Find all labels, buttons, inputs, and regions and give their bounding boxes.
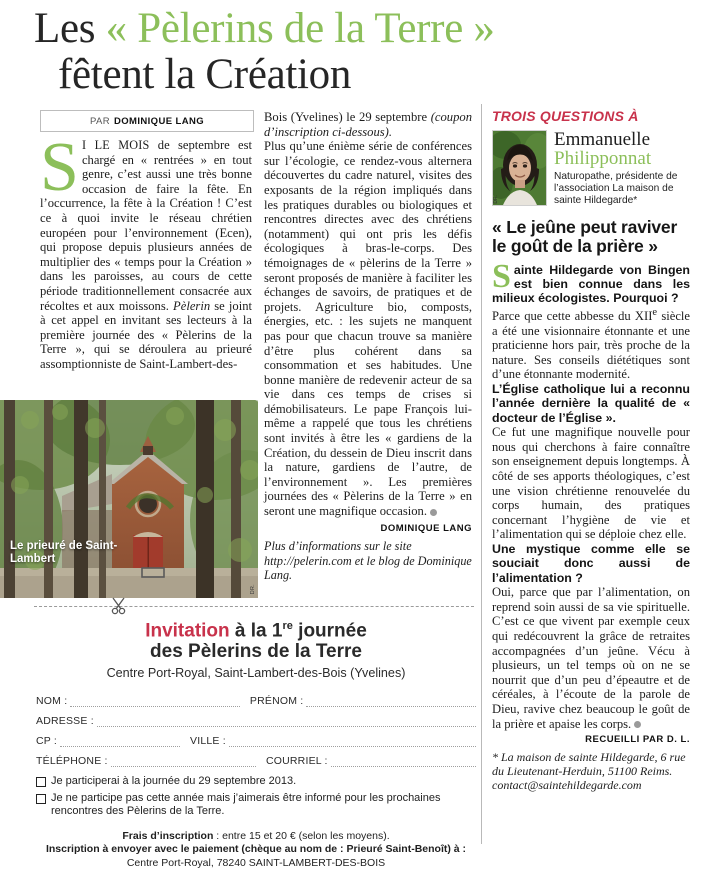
checkbox-row-not-participate[interactable]	[36, 792, 476, 819]
headline-line1-plain: Les	[34, 5, 106, 52]
field-input-nom[interactable]	[70, 696, 240, 707]
question-3: Une mystique comme elle se souciait donc aussi de l’alimentation ?	[492, 541, 690, 585]
field-label-cp: CP :	[36, 735, 58, 748]
checkbox-participate-label: Je participerai à la journée du 29 septembre 2013.	[51, 775, 297, 788]
dropcap-s: S	[40, 129, 79, 206]
sidebar-signature: RECUEILLI PAR D. L.	[585, 734, 690, 746]
field-row-telephone-courriel	[36, 755, 476, 767]
field-input-adresse[interactable]	[97, 716, 476, 727]
answer-1-sup: e	[652, 306, 658, 318]
sidebar-end-dot-icon	[634, 721, 641, 728]
interviewee-firstname: Emmanuelle	[554, 129, 651, 150]
headline-line1-green: « Pèlerins de la Terre »	[105, 5, 495, 52]
article-col2-p1	[264, 110, 472, 139]
field-input-telephone[interactable]	[111, 756, 256, 767]
coupon-address-line: Centre Port-Royal, 78240 SAINT-LAMBERT-DES-BOIS	[126, 856, 386, 869]
coupon-fee-label: Frais d’inscription	[122, 829, 214, 842]
checkbox-not-participate[interactable]	[36, 794, 46, 804]
interviewee-info	[554, 130, 690, 208]
interviewee-lastname: Philipponnat	[554, 148, 652, 169]
question-1	[492, 257, 690, 306]
article-column-2	[264, 110, 472, 582]
coupon-title-rest-b: journée	[292, 620, 367, 642]
field-label-adresse: ADRESSE :	[36, 715, 94, 728]
field-label-nom: NOM :	[36, 695, 68, 708]
question-1-text: ainte Hildegarde von Bingen est bien connue dans les milieux écologistes. Pourquoi ?	[492, 262, 690, 306]
field-label-ville: VILLE :	[190, 735, 226, 748]
field-label-prenom: PRÉNOM :	[249, 695, 304, 708]
answer-3	[492, 585, 690, 731]
coupon-title-invitation: Invitation	[145, 620, 230, 642]
priory-photo-image	[0, 400, 258, 598]
field-input-prenom[interactable]	[306, 696, 476, 707]
portrait-image	[493, 131, 546, 205]
article-signature: DOMINIQUE LANG	[380, 522, 472, 534]
answer-1-part2: siècle a été une visionnaire étonnante et une praticienne hors pair, très proche de la nature. Ses conseils diététiques sont d’une étonnante modernité.	[492, 309, 690, 382]
coupon-subtitle: Centre Port-Royal, Saint-Lambert-des-Bois (Yvelines)	[106, 666, 406, 681]
sidebar-kicker: TROIS QUESTIONS À	[492, 108, 639, 124]
portrait-credit: DR.	[493, 195, 499, 204]
article-col1-text: de septembre est chargé en « rentrées » en tout genre, c’est aussi une très bonne occasion de faire la fête. En l’occurrence, la fête à la Création ! C’est ce à quoi invite le réseau chrétien européen pour l’environnement (Ecen), qui propose depuis plusieurs années de multiplier des « temps pour la Création » dans les paroisses, au cours de cette période traditionnellement consacrée aux récoltes et aux moissons.	[40, 138, 252, 313]
answer-3-text: Oui, parce que par l’alimentation, on reprend soin aussi de sa vie spirituelle. C’est ce que vivent par exemple ceux qui redécouvrent la grâce de retraites accompagnées d’un jeûne. Vécu à plusieurs, un tel temps où on ne se nourrit que d’un peu d’épeautre et de céréales, à l’écoute de la parole de Dieu, ravive chez beaucoup le goût de la prière et apaise les corps.	[492, 585, 690, 731]
article-note: Plus d’informations sur le site http://pelerin.com et le blog de Dominique Lang.	[264, 539, 472, 583]
article-col2-body: Plus qu’une énième série de conférences sur l’écologie, ce rendez-vous alternera découvertes du cadre naturel, visites des exposants de la région impliqués dans les pratiques durables ou biologiques et rencontres directes avec des chrétiens (notamment) qui ont pris les défis écologiques à bras-le-corps. Des témoignages de « pèlerins de la Terre » seront proposés de manière à faciliter les échanges de savoirs, de pratiques et de projets. Agriculture bio, composts, énergies, etc. : les sujets ne manquent pas pour que chacun trouve sa manière d’être plus cohérent dans sa consommation et ses habitudes. Une bonne manière de redevenir acteur de sa vie dans ces temps de crises si démobilisateurs. Le pape François lui-même a rappelé que tous les chrétiens sont invités à être les « gardiens de la Création, du dessein de Dieu inscrit dans la nature, gardiens de l’autre, de l’environnement ». Les premières journées des « Pèlerins de la Terre » en seront une magnifique occasion.	[264, 139, 472, 519]
coupon-title-sup: re	[282, 620, 293, 632]
article-col2-p1-italic: (coupon d’inscription ci-dessous).	[264, 110, 472, 139]
coupon-title-rest-a: à la 1	[229, 620, 283, 642]
sidebar-interview	[492, 108, 690, 792]
coupon-title-line2: des Pèlerins de la Terre	[150, 641, 362, 663]
priory-photo	[0, 400, 258, 598]
interviewee-portrait	[492, 130, 547, 206]
article-col1-text2: se joint à cet appel en invitant ses lecteurs à la première journée des « Pèlerins de la Terre », qui se déroulera au prieuré assomptionniste de Saint-Lambert-des-	[40, 298, 252, 371]
photo-caption: Le prieuré de Saint-Lambert	[10, 540, 118, 565]
invitation-coupon	[36, 616, 476, 870]
article-col2-p2	[264, 139, 472, 518]
answer-2: Ce fut une magnifique nouvelle pour nous qui cherchons à faire connaître son enseignement depuis longtemps. À côté de ses apports théologiques, c’est une vision chrétienne renouvelée du corps humain, des pratiques concernant l’hygiène de vie et l’alimentation qui se déploie chez elle.	[492, 425, 690, 542]
coupon-send-line: Inscription à envoyer avec le paiement (chèque au nom de : Prieuré Saint-Benoît) à :	[45, 843, 467, 856]
field-label-telephone: TÉLÉPHONE :	[36, 755, 108, 768]
sidebar-qa	[492, 257, 690, 792]
article-col1-italic: Pèlerin	[173, 298, 211, 313]
coupon-fields	[36, 695, 476, 767]
checkbox-not-participate-label: Je ne participe pas cette année mais j’aimerais être informé pour les prochaines rencontres des Pèlerins de la Terre.	[51, 791, 441, 818]
coupon-fee-text: : entre 15 et 20 € (selon les moyens).	[213, 829, 390, 842]
byline-par-label: PAR	[89, 115, 110, 127]
interviewee-role: Naturopathe, présidente de l’association La maison de sainte Hildegarde*	[554, 171, 678, 207]
sidebar-dropcap-s: S	[492, 257, 511, 295]
article-column-1	[40, 129, 252, 372]
checkbox-participate[interactable]	[36, 777, 46, 787]
page-title	[34, 6, 684, 98]
sidebar-footnote: * La maison de sainte Hildegarde, 6 rue du Lieutenant-Herduin, 51100 Reims. contact@saintehildegarde.com	[492, 749, 686, 792]
field-label-courriel: COURRIEL :	[265, 755, 328, 768]
column-divider	[481, 104, 482, 844]
cut-line	[34, 606, 474, 608]
question-2: L’Église catholique lui a reconnu l’année dernière la qualité de « docteur de l’Église ».	[492, 381, 690, 425]
field-row-adresse	[36, 715, 476, 727]
photo-credit: DR.	[250, 583, 256, 594]
field-row-nom-prenom	[36, 695, 476, 707]
coupon-fee-line	[36, 830, 476, 844]
byline-author: DOMINIQUE LANG	[113, 115, 205, 127]
coupon-checkboxes	[36, 775, 476, 819]
coupon-title	[36, 616, 476, 662]
interviewee-block	[492, 130, 690, 208]
field-input-cp[interactable]	[60, 736, 180, 747]
sidebar-pullquote: « Le jeûne peut raviver le goût de la prière »	[492, 216, 678, 256]
headline-line2: fêtent la Création	[58, 51, 352, 98]
coupon-fineprint	[36, 830, 476, 870]
field-row-cp-ville	[36, 735, 476, 747]
answer-1	[492, 306, 690, 382]
article-opening-smallcaps: I LE MOIS	[81, 138, 150, 152]
field-input-courriel[interactable]	[331, 756, 476, 767]
end-dot-icon	[430, 509, 437, 516]
article-col2-p1-a: Bois (Yvelines) le 29 septembre	[264, 110, 431, 124]
field-input-ville[interactable]	[229, 736, 476, 747]
answer-1-part1: Parce que cette abbesse du XII	[492, 309, 653, 324]
checkbox-row-participate[interactable]	[36, 775, 476, 789]
